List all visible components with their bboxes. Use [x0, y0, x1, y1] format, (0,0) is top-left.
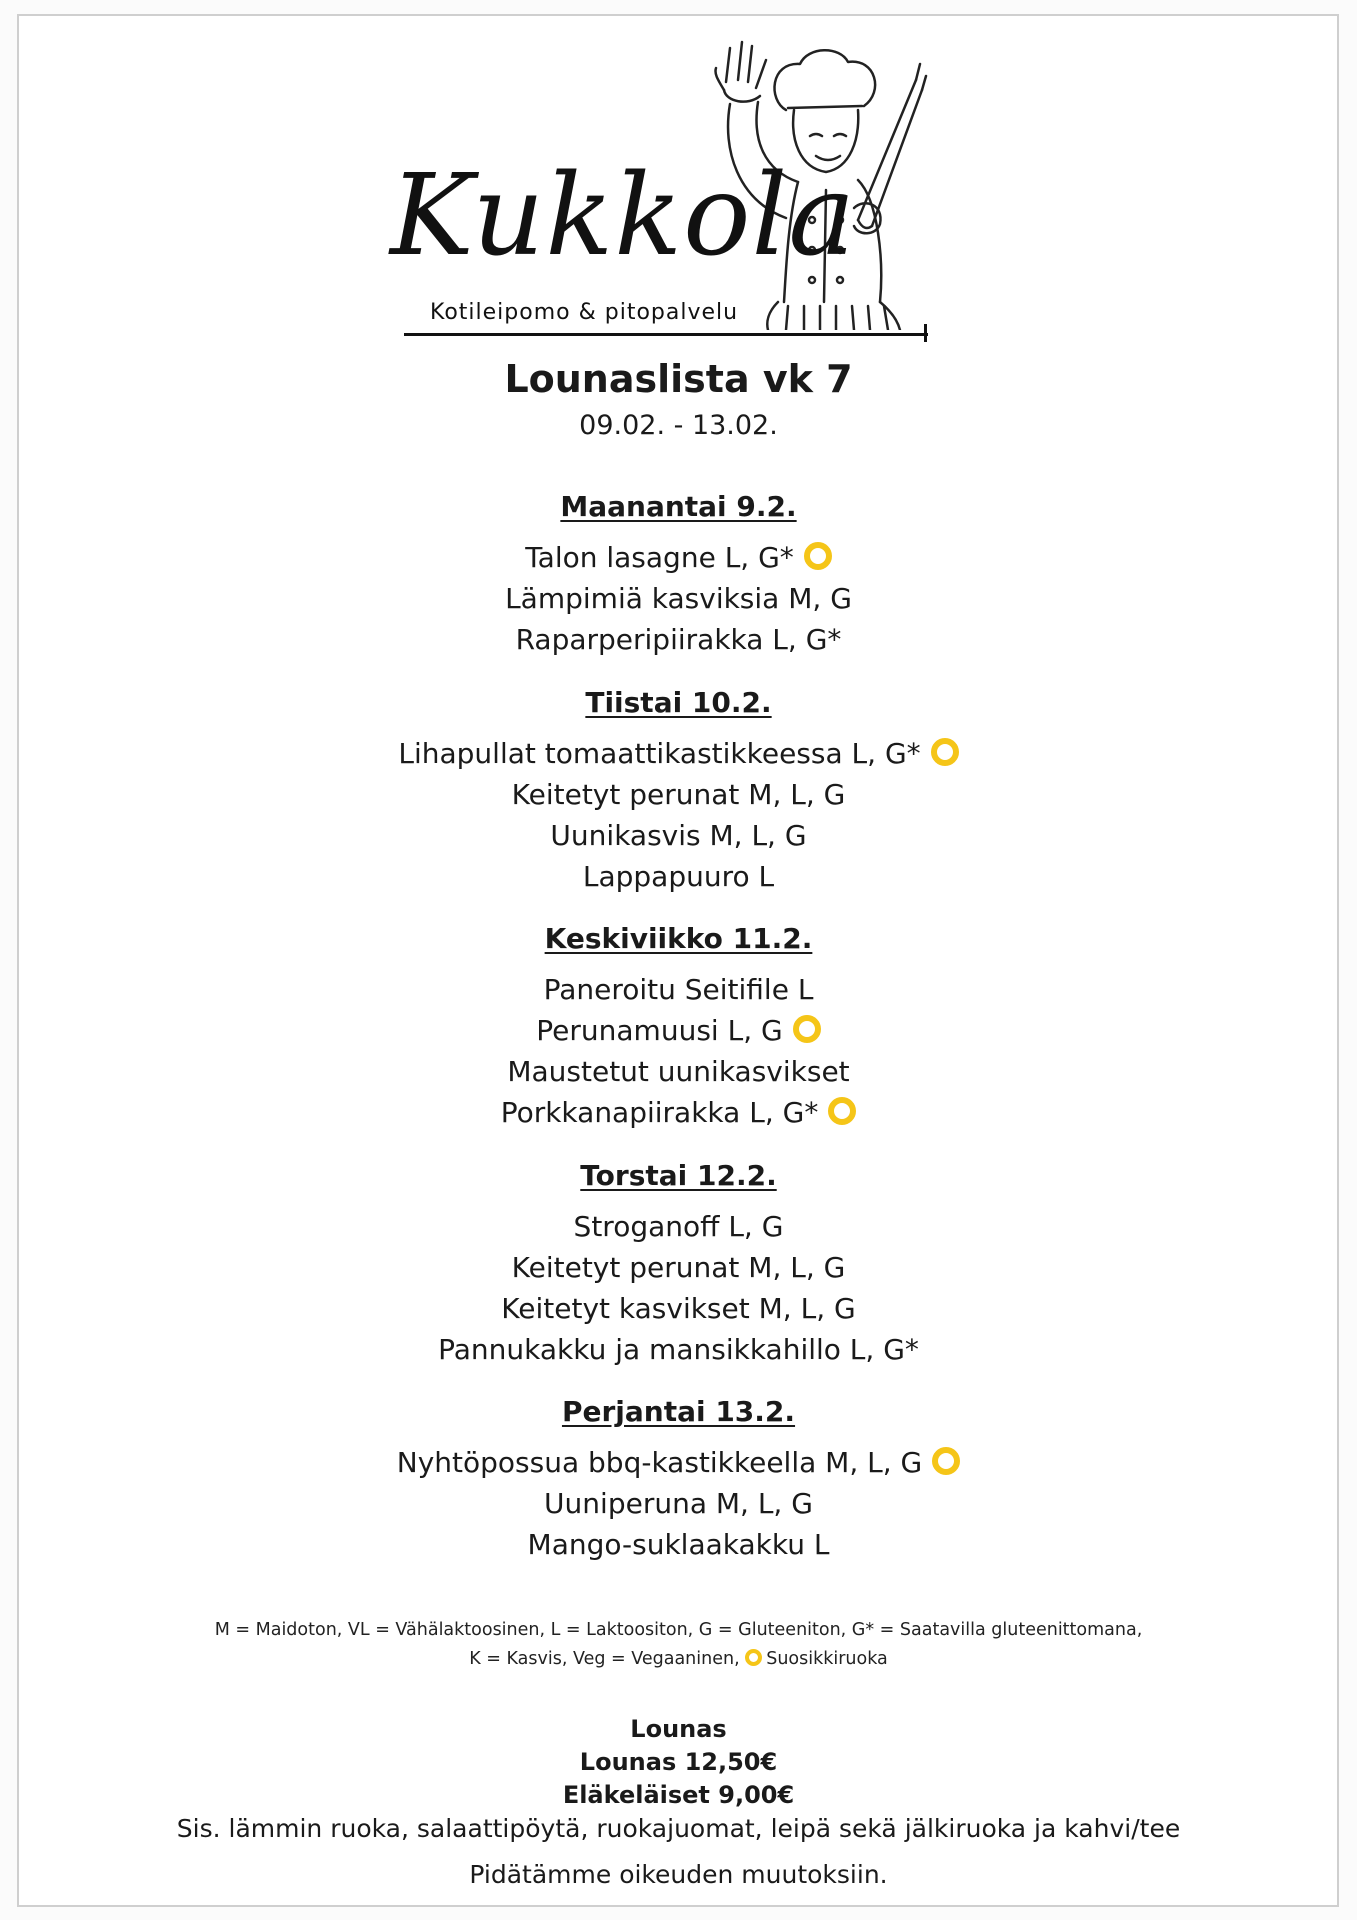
- logo-underline: [404, 333, 928, 336]
- dish-item: Stroganoff L, G: [573, 1210, 784, 1243]
- logo-underline-tick: [924, 324, 927, 342]
- dish-item: Lämpimiä kasviksia M, G: [505, 582, 852, 615]
- dish-item: Keitetyt perunat M, L, G: [511, 1251, 846, 1284]
- day-section-tuesday: [0, 686, 1357, 897]
- legend-line-1: M = Maidoton, VL = Vähälaktoosinen, L = Laktoositon, G = Gluteeniton, G* = Saatavilla gluteenittomana,: [214, 1620, 1143, 1640]
- day-section-friday: [0, 1395, 1357, 1565]
- logo: [390, 40, 950, 370]
- page-title: Lounaslista vk 7: [504, 357, 853, 401]
- logo-tagline: Kotileipomo & pitopalvelu: [430, 300, 739, 325]
- legend-line-2: K = Kasvis, Veg = Vegaaninen, Suosikkiruoka: [469, 1649, 888, 1669]
- dish-item: Paneroitu Seitifile L: [543, 973, 814, 1006]
- dish-item: Mango-suklaakakku L: [527, 1528, 830, 1561]
- favorite-icon: [828, 1097, 856, 1125]
- dish-item: Porkkanapiirakka L, G*: [0, 1092, 1357, 1133]
- footer-disclaimer: Pidätämme oikeuden muutoksiin.: [469, 1860, 888, 1889]
- dish-item: Keitetyt perunat M, L, G: [511, 778, 846, 811]
- favorite-icon: [931, 738, 959, 766]
- dish-item: Perunamuusi L, G: [0, 1010, 1357, 1051]
- date-range: 09.02. - 13.02.: [579, 410, 778, 441]
- dish-item: Uuniperuna M, L, G: [544, 1487, 813, 1520]
- favorite-icon: [932, 1447, 960, 1475]
- day-heading: Maanantai 9.2.: [560, 490, 797, 523]
- logo-wordmark: Kukkola: [390, 151, 857, 281]
- lunch-price: Lounas 12,50€: [579, 1748, 778, 1776]
- favorite-icon: [804, 542, 832, 570]
- day-heading: Perjantai 13.2.: [561, 1395, 796, 1428]
- day-section-wednesday: [0, 922, 1357, 1133]
- pensioner-price: Eläkeläiset 9,00€: [562, 1781, 795, 1809]
- day-heading: Keskiviikko 11.2.: [544, 922, 813, 955]
- day-section-thursday: [0, 1159, 1357, 1370]
- favorite-icon: [745, 1649, 762, 1666]
- dish-item: Lihapullat tomaattikastikkeessa L, G*: [0, 733, 1357, 774]
- pricing-section: [0, 1713, 1357, 1846]
- dish-item: Raparperipiirakka L, G*: [515, 623, 842, 656]
- dish-item: Uunikasvis M, L, G: [550, 819, 807, 852]
- dish-item: Keitetyt kasvikset M, L, G: [501, 1292, 856, 1325]
- dish-item: Maustetut uunikasvikset: [507, 1055, 850, 1088]
- pricing-heading: Lounas: [630, 1715, 727, 1743]
- allergen-legend: [0, 1616, 1357, 1674]
- favorite-icon: [793, 1015, 821, 1043]
- day-section-monday: [0, 490, 1357, 660]
- day-heading: Torstai 12.2.: [580, 1159, 777, 1192]
- pricing-includes: Sis. lämmin ruoka, salaattipöytä, ruokajuomat, leipä sekä jälkiruoka ja kahvi/tee: [176, 1814, 1181, 1843]
- dish-item: Pannukakku ja mansikkahillo L, G*: [438, 1333, 919, 1366]
- dish-item: Talon lasagne L, G*: [0, 537, 1357, 578]
- dish-item: Nyhtöpossua bbq-kastikkeella M, L, G: [0, 1442, 1357, 1483]
- day-heading: Tiistai 10.2.: [585, 686, 772, 719]
- dish-item: Lappapuuro L: [582, 860, 775, 893]
